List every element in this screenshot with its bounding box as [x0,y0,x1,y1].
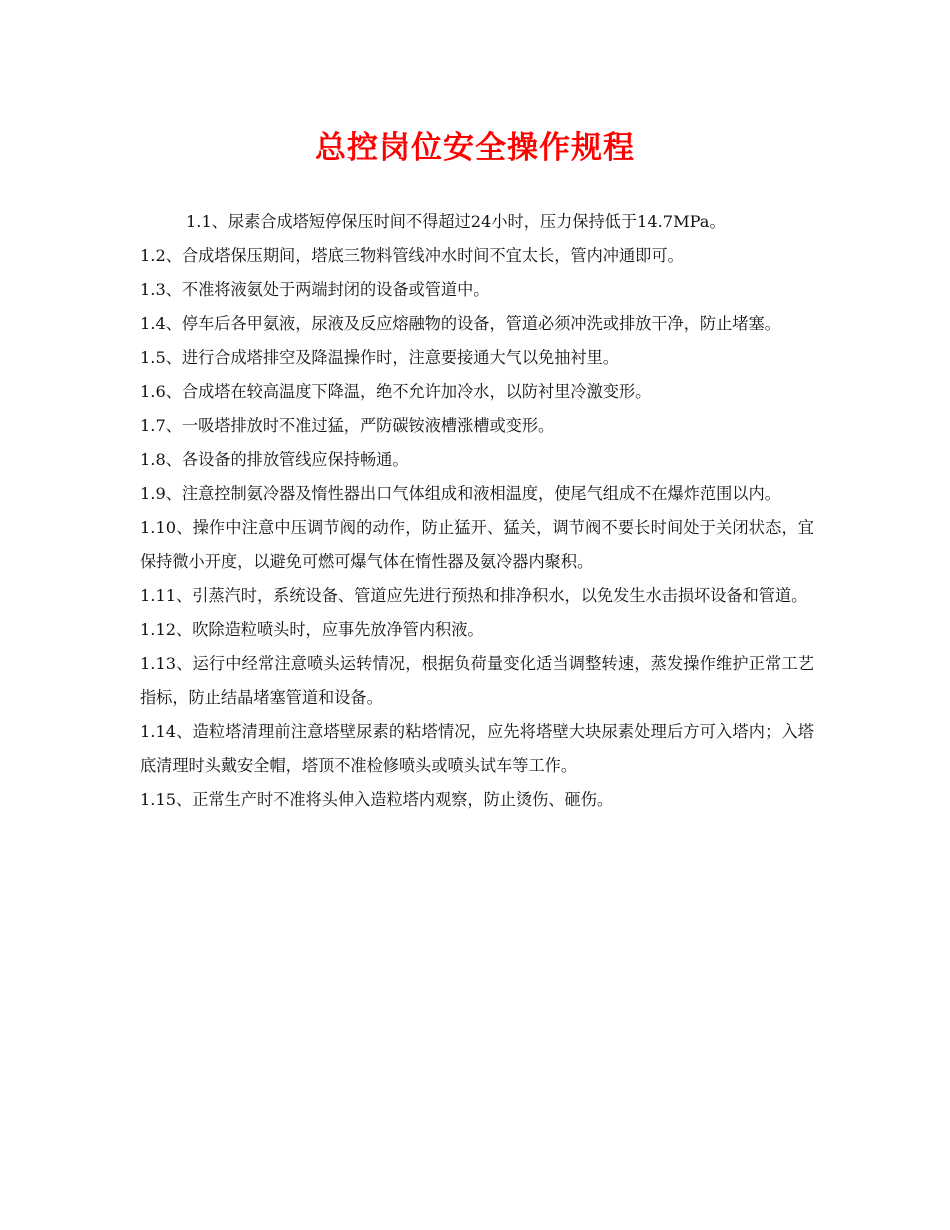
paragraph-1-3: 1.3、不准将液氨处于两端封闭的设备或管道中。 [140,280,490,299]
paragraph-1-4: 1.4、停车后各甲氨液，尿液及反应熔融物的设备，管道必须冲洗或排放干净，防止堵塞。 [140,314,781,333]
paragraph-1-7: 1.7、一吸塔排放时不准过猛，严防碳铵液槽涨槽或变形。 [140,416,555,435]
paragraph-1-1: 1.1、尿素合成塔短停保压时间不得超过24小时，压力保持低于14.7MPa。 [186,212,726,231]
paragraph-1-14: 1.14、造粒塔清理前注意塔壁尿素的粘塔情况，应先将塔壁大块尿素处理后方可入塔内；入塔底清理时头戴安全帽，塔顶不准检修喷头或喷头试车等工作。 [140,722,814,775]
paragraph-1-2: 1.2、合成塔保压期间，塔底三物料管线冲水时间不宜太长，管内冲通即可。 [140,246,684,265]
document-body [140,205,814,817]
paragraph-1-12: 1.12、吹除造粒喷头时，应事先放净管内积液。 [140,620,484,639]
paragraph-1-10: 1.10、操作中注意中压调节阀的动作，防止猛开、猛关，调节阀不要长时间处于关闭状态，宜保持微小开度，以避免可燃可爆气体在惰性器及氨冷器内聚积。 [140,518,814,571]
paragraph-1-15: 1.15、正常生产时不准将头伸入造粒塔内观察，防止烫伤、砸伤。 [140,790,614,809]
paragraph-1-13: 1.13、运行中经常注意喷头运转情况，根据负荷量变化适当调整转速，蒸发操作维护正常工艺指标，防止结晶堵塞管道和设备。 [140,654,814,707]
paragraph-1-6: 1.6、合成塔在较高温度下降温，绝不允许加冷水，以防衬里冷激变形。 [140,382,652,401]
paragraph-1-8: 1.8、各设备的排放管线应保持畅通。 [140,450,409,469]
document-title: 总控岗位安全操作规程 [315,130,635,166]
paragraph-1-9: 1.9、注意控制氨冷器及惰性器出口气体组成和液相温度，使尾气组成不在爆炸范围以内。 [140,484,781,503]
paragraph-1-11: 1.11、引蒸汽时，系统设备、管道应先进行预热和排净积水，以免发生水击损坏设备和管道。 [140,586,808,605]
paragraph-1-5: 1.5、进行合成塔排空及降温操作时，注意要接通大气以免抽衬里。 [140,348,619,367]
